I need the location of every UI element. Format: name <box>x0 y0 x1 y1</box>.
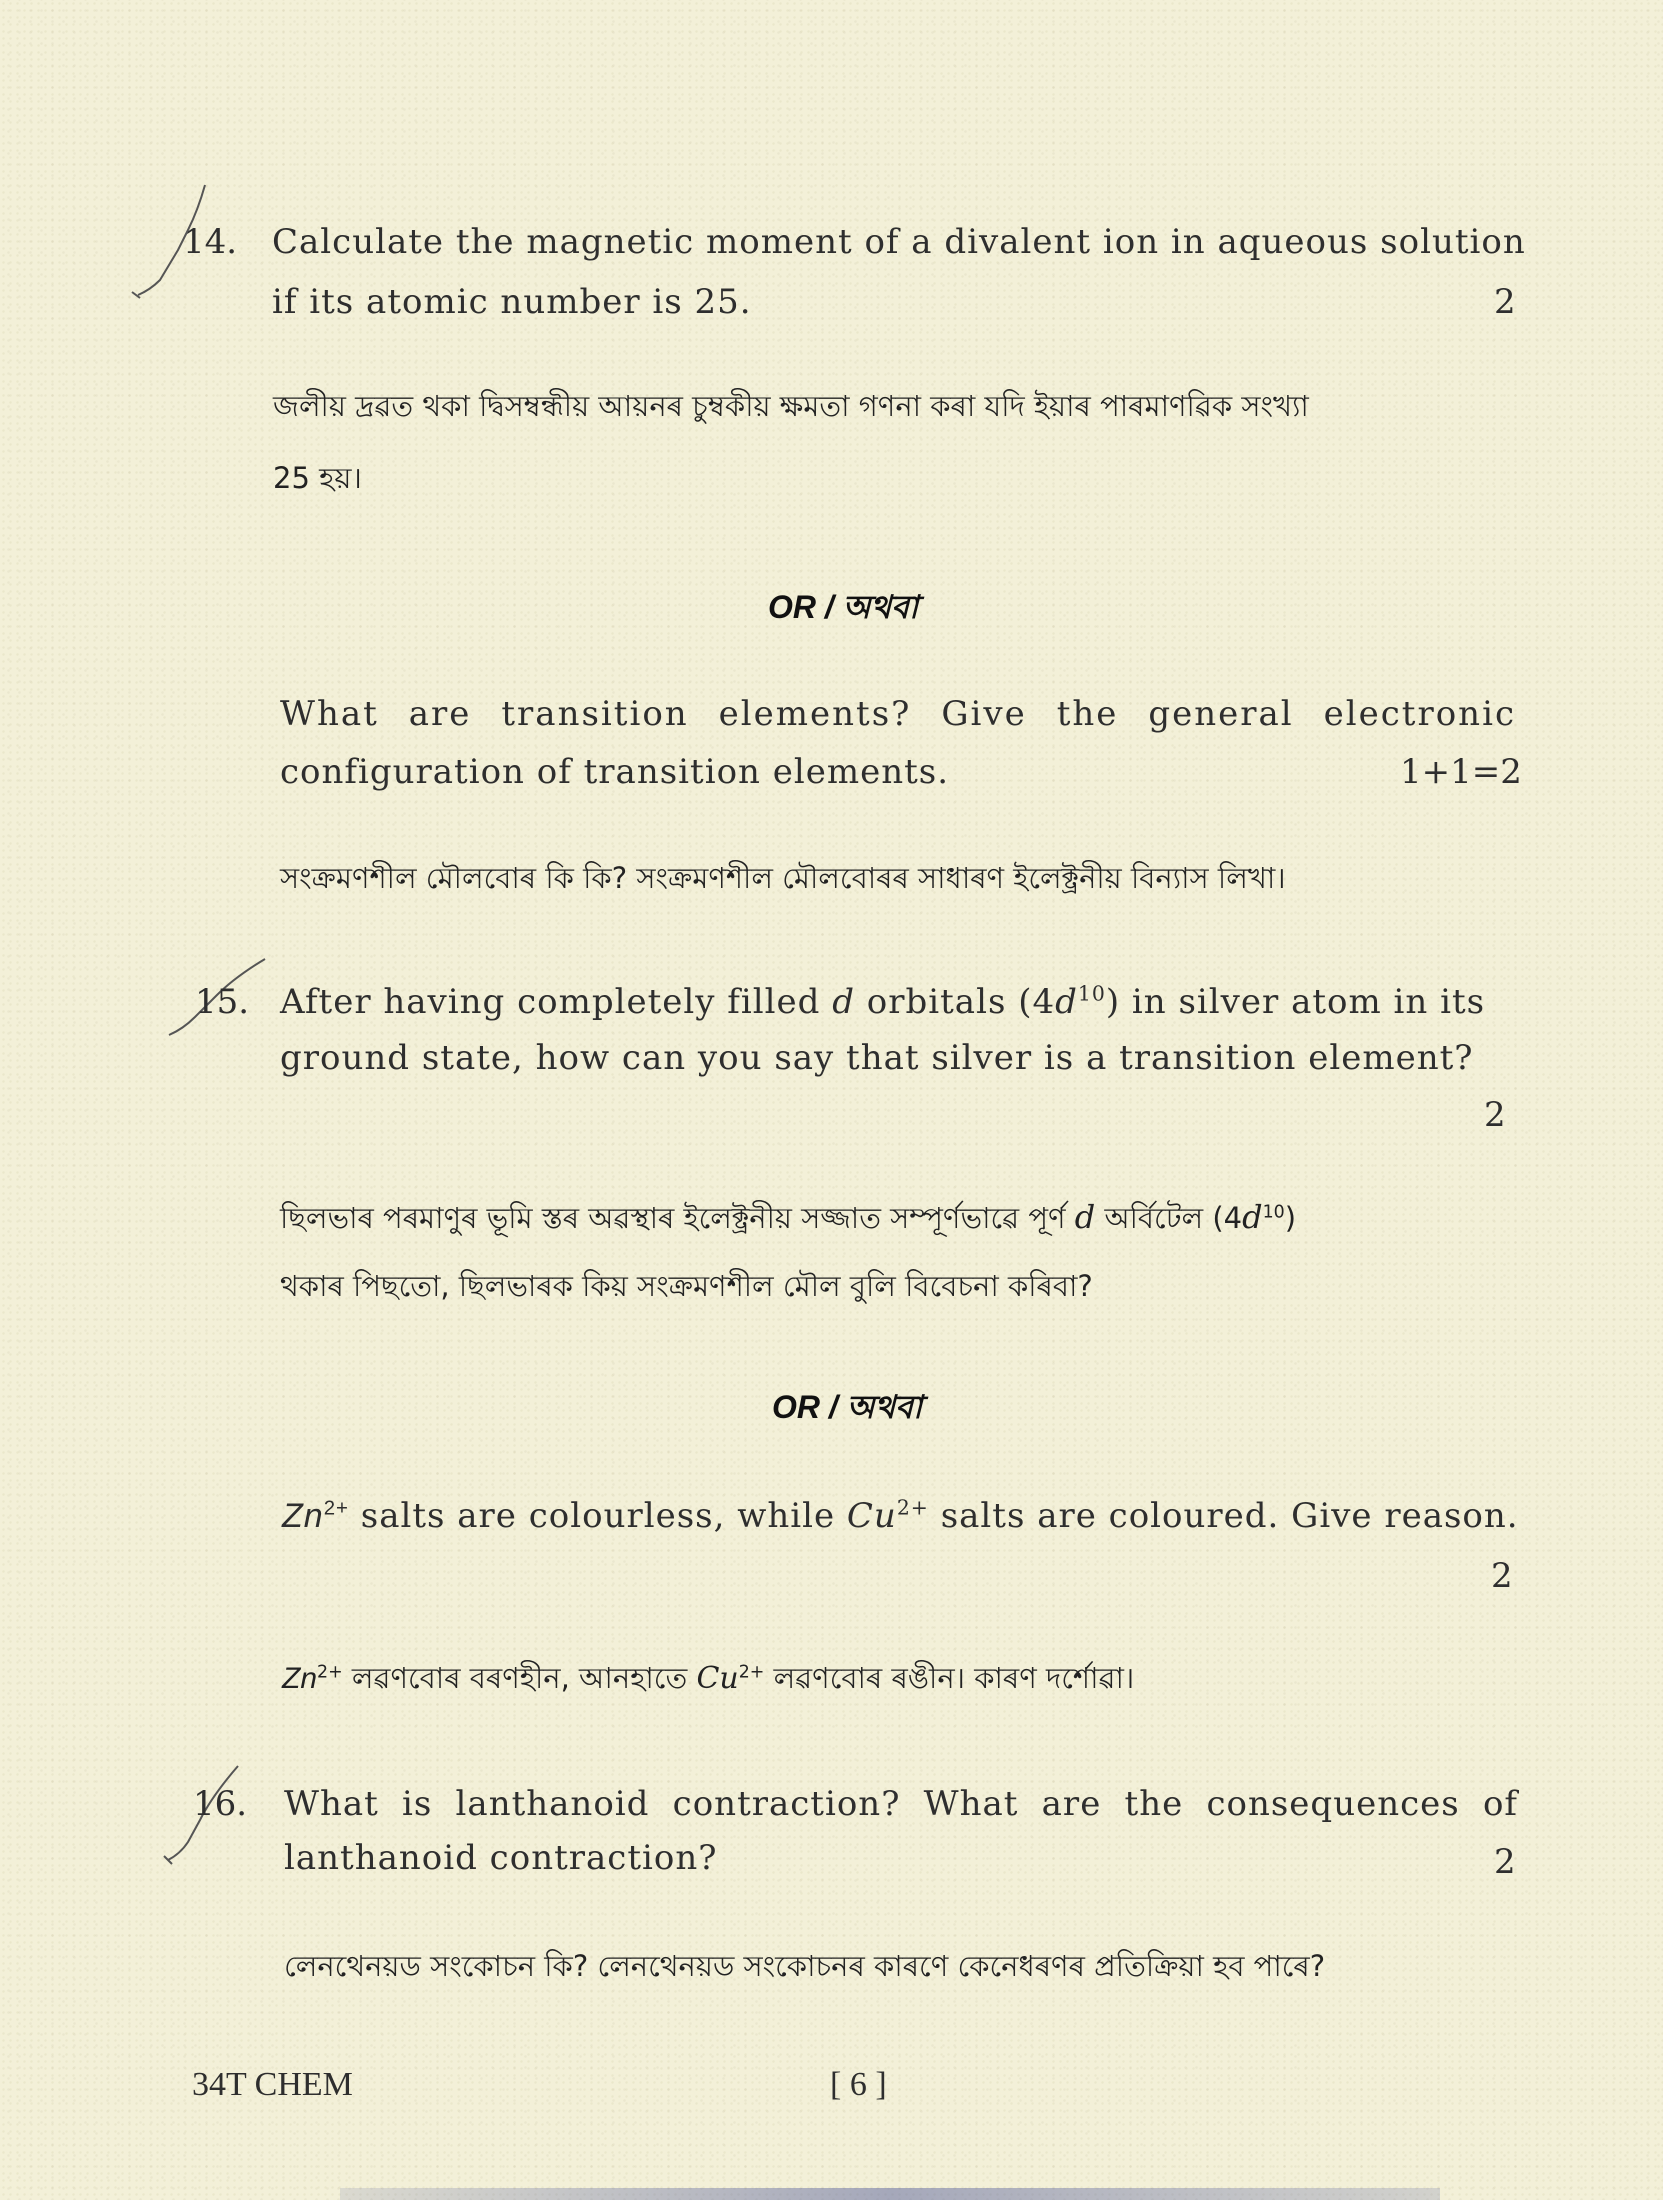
question-16-text-line1: What is lanthanoid contraction? What are the consequences of <box>284 1784 1518 1824</box>
question-16-assamese: লেনথেনয়ড সংকোচন কি? লেনথেনয়ড সংকোচনৰ কাৰণে কেনেধৰণৰ প্ৰতিক্ৰিয়া হব পাৰে? <box>284 1949 1326 1983</box>
q15-line1-sup: 10 <box>1077 981 1106 1006</box>
q15-as-part-c: ) <box>1284 1201 1297 1235</box>
q15-alt-zn: Zn <box>282 1497 324 1535</box>
question-15-text-line2: ground state, how can you say that silver is a transition element? <box>280 1038 1474 1078</box>
q15-line1-d: d <box>832 982 855 1022</box>
question-14-assamese-line1: জলীয় দ্ৰৱত থকা দ্বিসম্বন্ধীয় আয়নৰ চুম্বকীয় ক্ষমতা গণনা কৰা যদি ইয়াৰ পাৰমাণৱিক সংখ্যা <box>273 389 1309 423</box>
q15-alt-as-cu: Cu <box>696 1661 739 1696</box>
question-14-assamese-line2: 25 হয়। <box>273 461 362 495</box>
question-15-alt-text <box>282 1496 1519 1536</box>
or-separator-2: OR / অথবা <box>772 1389 923 1425</box>
question-15-number: 15. <box>195 982 250 1022</box>
question-16-text-line2: lanthanoid contraction? <box>284 1838 718 1878</box>
question-14-number: 14. <box>183 222 238 262</box>
question-16-number: 16. <box>193 1784 248 1824</box>
q15-line1-part-b: orbitals (4 <box>854 982 1056 1022</box>
q15-alt-mid: salts are colourless, while <box>348 1496 847 1536</box>
q15-as-part-a: ছিলভাৰ পৰমাণুৰ ভূমি স্তৰ অৱস্থাৰ ইলেক্ট্ৰনীয় সজ্জাত সম্পূৰ্ণভাৱে পূৰ্ণ <box>280 1201 1075 1235</box>
page-number: [ 6 ] <box>830 2066 887 2103</box>
question-16-marks: 2 <box>1494 1842 1516 1882</box>
question-15-text-line1 <box>280 982 1485 1022</box>
q15-alt-as-zn: Zn <box>282 1662 318 1695</box>
question-14-alt-assamese: সংক্ৰমণশীল মৌলবোৰ কি কি? সংক্ৰমণশীল মৌলবোৰৰ সাধাৰণ ইলেক্ট্ৰনীয় বিন্যাস লিখা। <box>280 861 1286 895</box>
question-14-text-line2: if its atomic number is 25. <box>272 282 752 322</box>
q15-as-part-b: অৰ্বিটেল (4 <box>1095 1201 1243 1235</box>
q15-alt-cu-sup: 2+ <box>896 1495 929 1520</box>
q15-as-d2: d <box>1242 1198 1263 1236</box>
q15-as-sup: 10 <box>1262 1202 1285 1223</box>
q15-line1-part-c: ) in silver atom in its <box>1105 982 1486 1022</box>
question-14-marks: 2 <box>1494 282 1516 322</box>
q15-line1-part-a: After having completely filled <box>280 982 833 1022</box>
q15-line1-d2: d <box>1055 982 1078 1022</box>
q15-alt-as-end: লৱণবোৰ ৰঙীন। কাৰণ দৰ্শোৱা। <box>764 1661 1135 1695</box>
question-15-alt-assamese <box>282 1656 1134 1705</box>
or-separator-1: OR / অথবা <box>768 589 919 625</box>
question-14-text-line1: Calculate the magnetic moment of a divalent ion in aqueous solution <box>272 222 1526 262</box>
paper-code: 34T CHEM <box>192 2066 353 2103</box>
question-15-marks: 2 <box>1484 1095 1506 1135</box>
q15-alt-end: salts are coloured. Give reason. <box>928 1496 1519 1536</box>
q15-as-d: d <box>1074 1198 1096 1236</box>
question-15-alt-marks: 2 <box>1491 1556 1513 1596</box>
q15-alt-cu: Cu <box>846 1496 897 1536</box>
q15-alt-as-mid: লৱণবোৰ বৰণহীন, আনহাতে <box>342 1661 697 1695</box>
bottom-edge-shadow <box>340 2188 1440 2200</box>
checkmark-icon <box>130 180 260 310</box>
question-14-alt-line2: configuration of transition elements. <box>280 752 950 792</box>
question-14-alt-marks: 1+1=2 <box>1400 752 1522 792</box>
question-15-assamese-line1 <box>280 1196 1296 1245</box>
question-15-assamese-line2: থকাৰ পিছতো, ছিলভাৰক কিয় সংক্ৰমণশীল মৌল বুলি বিবেচনা কৰিবা? <box>280 1269 1093 1303</box>
q15-alt-as-zn-sup: 2+ <box>317 1662 343 1683</box>
q15-alt-as-cu-sup: 2+ <box>738 1662 765 1683</box>
question-14-alt-line1: What are transition elements? Give the general electronic <box>280 694 1516 734</box>
q15-alt-zn-sup: 2+ <box>323 1497 349 1520</box>
